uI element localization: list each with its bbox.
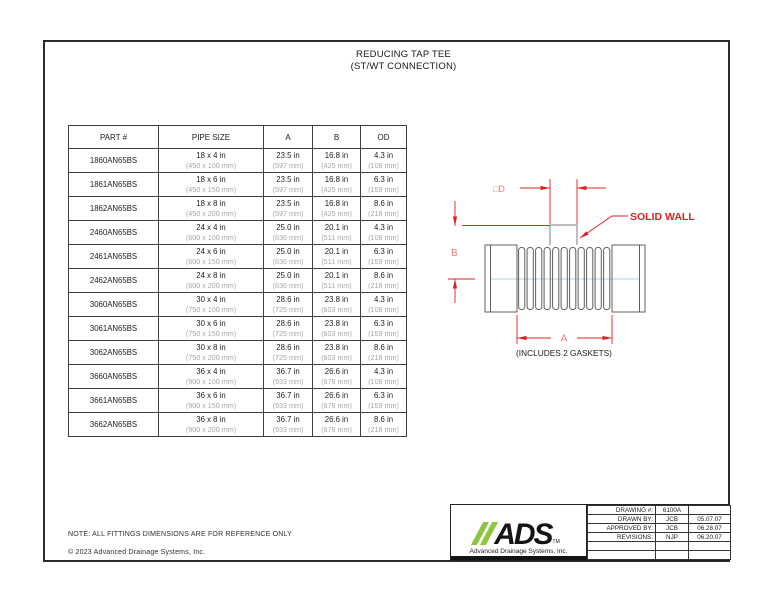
info-date: 06.20.07 [689, 533, 731, 542]
logo-underline-bar [451, 556, 586, 560]
info-row [588, 542, 731, 551]
table-row [69, 245, 407, 269]
value-inches: 4.3 in [373, 367, 394, 377]
gaskets-note: (INCLUDES 2 GASKETS) [516, 348, 612, 358]
dimension-cell [264, 269, 313, 293]
value-millimeters: (425 mm) [321, 208, 352, 218]
info-value [656, 542, 689, 551]
part-number-cell [69, 197, 159, 221]
value-inches: 23.5 in [276, 199, 300, 209]
value-inches: 3060AN65BS [89, 299, 138, 309]
column-header: A [264, 126, 313, 149]
value-inches: 25.0 in [276, 247, 300, 257]
value-millimeters: (900 x 200 mm) [185, 424, 237, 434]
table-row [69, 341, 407, 365]
dimension-cell [264, 389, 313, 413]
value-millimeters: (159 mm) [368, 256, 399, 266]
value-millimeters: (159 mm) [368, 184, 399, 194]
value-millimeters: (600 x 200 mm) [185, 280, 237, 290]
part-number-cell [69, 341, 159, 365]
value-millimeters: (750 x 100 mm) [185, 304, 237, 314]
spec-table-container [68, 125, 407, 437]
value-inches: 28.6 in [276, 343, 300, 353]
value-inches: 4.3 in [373, 223, 394, 233]
dimension-cell [361, 389, 407, 413]
dimension-cell [361, 293, 407, 317]
value-millimeters: (636 mm) [272, 232, 304, 242]
value-inches: 2462AN65BS [89, 275, 138, 285]
info-row [588, 515, 731, 524]
part-number-cell [69, 269, 159, 293]
dimension-cell [264, 245, 313, 269]
dimension-cell [159, 317, 264, 341]
value-millimeters: (600 x 100 mm) [185, 232, 237, 242]
dimension-cell [313, 221, 361, 245]
dimension-cell [264, 317, 313, 341]
value-inches: 30 x 6 in [196, 319, 226, 329]
info-date [689, 506, 731, 515]
dimension-cell [361, 341, 407, 365]
value-millimeters: (725 mm) [272, 304, 304, 314]
dimension-cell [313, 389, 361, 413]
value-inches: 3061AN65BS [89, 323, 138, 333]
info-row [588, 506, 731, 515]
value-millimeters: (603 mm) [321, 328, 352, 338]
value-inches: 3661AN65BS [89, 395, 138, 405]
info-row [588, 533, 731, 542]
column-header: B [313, 126, 361, 149]
value-millimeters: (597 mm) [272, 160, 304, 170]
ads-logo-text: ADS [494, 518, 552, 551]
dimension-cell [264, 413, 313, 437]
value-millimeters: (603 mm) [321, 352, 352, 362]
copyright-note: © 2023 Advanced Drainage Systems, Inc. [68, 549, 206, 556]
table-row [69, 389, 407, 413]
table-row [69, 293, 407, 317]
value-inches: 20.1 in [324, 247, 349, 257]
value-millimeters: (603 mm) [321, 304, 352, 314]
value-inches: 3062AN65BS [89, 347, 138, 357]
value-millimeters: (108 mm) [368, 232, 399, 242]
info-label [588, 551, 656, 560]
title-block [450, 504, 730, 561]
info-row [588, 551, 731, 560]
info-label: DRAWING #: [588, 506, 656, 515]
dim-b-label: B [451, 248, 458, 259]
dimension-cell [264, 293, 313, 317]
value-inches: 36.7 in [276, 367, 300, 377]
value-millimeters: (218 mm) [368, 208, 399, 218]
value-millimeters: (159 mm) [368, 400, 399, 410]
value-inches: 25.0 in [276, 271, 300, 281]
value-millimeters: (600 x 150 mm) [185, 256, 237, 266]
value-inches: 4.3 in [373, 151, 394, 161]
value-inches: 36.7 in [276, 415, 300, 425]
dimension-cell [313, 413, 361, 437]
info-value: NJP [656, 533, 689, 542]
part-number-cell [69, 221, 159, 245]
value-inches: 6.3 in [373, 247, 394, 257]
value-millimeters: (218 mm) [368, 424, 399, 434]
value-millimeters: (597 mm) [272, 184, 304, 194]
dimension-cell [313, 293, 361, 317]
table-row [69, 269, 407, 293]
dimension-cell [264, 341, 313, 365]
company-name: Advanced Drainage Systems, Inc. [469, 548, 568, 555]
tap-stub [550, 225, 577, 245]
dimension-cell [159, 269, 264, 293]
part-number-cell [69, 317, 159, 341]
value-inches: 36.7 in [276, 391, 300, 401]
dimension-cell [264, 221, 313, 245]
value-inches: 23.8 in [324, 319, 349, 329]
value-inches: 23.8 in [324, 343, 349, 353]
value-millimeters: (450 x 200 mm) [185, 208, 237, 218]
info-date [689, 542, 731, 551]
info-value: JCB [656, 524, 689, 533]
dimension-cell [313, 149, 361, 173]
value-millimeters: (750 x 200 mm) [185, 352, 237, 362]
dimension-cell [159, 221, 264, 245]
dimension-cell [313, 173, 361, 197]
value-inches: 30 x 8 in [196, 343, 226, 353]
value-millimeters: (159 mm) [368, 328, 399, 338]
table-row [69, 173, 407, 197]
info-label [588, 542, 656, 551]
dimension-cell [159, 293, 264, 317]
dimension-cell [159, 341, 264, 365]
info-label: APPROVED BY: [588, 524, 656, 533]
dimension-cell [264, 149, 313, 173]
dimension-cell [159, 413, 264, 437]
dimension-cell [361, 221, 407, 245]
info-value [656, 551, 689, 560]
value-millimeters: (636 mm) [272, 256, 304, 266]
table-row [69, 365, 407, 389]
dimension-cell [361, 317, 407, 341]
value-inches: 6.3 in [373, 175, 394, 185]
value-millimeters: (676 mm) [321, 376, 352, 386]
dimension-cell [159, 173, 264, 197]
dimension-cell [313, 365, 361, 389]
value-millimeters: (218 mm) [368, 280, 399, 290]
value-inches: 6.3 in [373, 391, 394, 401]
info-date: 06.28.07 [689, 524, 731, 533]
dimension-cell [159, 245, 264, 269]
dimension-cell [361, 365, 407, 389]
ads-logo [451, 505, 587, 560]
dimension-cell [264, 197, 313, 221]
value-millimeters: (450 x 150 mm) [185, 184, 237, 194]
dimension-cell [313, 197, 361, 221]
info-date: 05.07.07 [689, 515, 731, 524]
value-inches: 26.6 in [324, 367, 349, 377]
value-inches: 24 x 8 in [196, 271, 226, 281]
value-millimeters: (597 mm) [272, 208, 304, 218]
value-inches: 16.8 in [324, 199, 349, 209]
dim-a-label: A [560, 333, 568, 345]
value-inches: 3660AN65BS [89, 371, 138, 381]
value-inches: 16.8 in [324, 151, 349, 161]
value-millimeters: (933 mm) [272, 400, 304, 410]
dimension-cell [264, 173, 313, 197]
value-millimeters: (676 mm) [321, 400, 352, 410]
dimension-cell [313, 317, 361, 341]
column-header: PIPE SIZE [159, 126, 264, 149]
value-inches: 28.6 in [276, 295, 300, 305]
dimension-arrowheads [453, 186, 612, 340]
value-inches: 30 x 4 in [196, 295, 226, 305]
title-line2: (ST/WT CONNECTION) [350, 61, 457, 72]
dimension-cell [159, 197, 264, 221]
info-row [588, 524, 731, 533]
dimension-cell [361, 173, 407, 197]
value-millimeters: (900 x 150 mm) [185, 400, 237, 410]
dimension-cell [361, 149, 407, 173]
value-millimeters: (511 mm) [321, 232, 352, 242]
table-row [69, 197, 407, 221]
pipe-body [485, 245, 645, 312]
value-inches: 26.6 in [324, 391, 349, 401]
info-label: REVISIONS: [588, 533, 656, 542]
dim-d-label: □D [493, 184, 505, 194]
value-inches: 23.5 in [276, 151, 300, 161]
part-number-cell [69, 173, 159, 197]
trademark-symbol: TM [552, 539, 560, 545]
value-millimeters: (676 mm) [321, 424, 352, 434]
info-value: JCB [656, 515, 689, 524]
value-inches: 36 x 8 in [196, 415, 226, 425]
dimension-cell [313, 269, 361, 293]
part-number-cell [69, 365, 159, 389]
value-inches: 1861AN65BS [89, 179, 138, 189]
dimension-cell [313, 245, 361, 269]
dimension-cell [361, 413, 407, 437]
value-inches: 18 x 6 in [196, 175, 226, 185]
value-inches: 8.6 in [373, 199, 394, 209]
value-millimeters: (725 mm) [272, 328, 304, 338]
table-row [69, 317, 407, 341]
value-inches: 36 x 6 in [196, 391, 226, 401]
value-inches: 4.3 in [373, 295, 394, 305]
dimension-cell [361, 245, 407, 269]
dimension-cell [159, 365, 264, 389]
info-label: DRAWN BY: [588, 515, 656, 524]
dimension-cell [361, 269, 407, 293]
part-number-cell [69, 245, 159, 269]
technical-drawing [440, 170, 760, 370]
part-number-cell [69, 149, 159, 173]
dimension-cell [313, 341, 361, 365]
value-millimeters: (108 mm) [368, 376, 399, 386]
value-millimeters: (108 mm) [368, 304, 399, 314]
page-title [286, 49, 521, 73]
value-inches: 1862AN65BS [89, 203, 138, 213]
value-inches: 36 x 4 in [196, 367, 226, 377]
value-millimeters: (425 mm) [321, 184, 352, 194]
value-inches: 1860AN65BS [89, 155, 138, 165]
value-millimeters: (425 mm) [321, 160, 352, 170]
value-inches: 24 x 6 in [196, 247, 226, 257]
spec-table-header-row [69, 126, 407, 149]
column-header: OD [361, 126, 407, 149]
value-millimeters: (750 x 150 mm) [185, 328, 237, 338]
table-row [69, 149, 407, 173]
spec-table [68, 125, 407, 437]
ads-logo-mark [451, 514, 586, 551]
value-inches: 23.8 in [324, 295, 349, 305]
value-millimeters: (725 mm) [272, 352, 304, 362]
value-inches: 25.0 in [276, 223, 300, 233]
table-row [69, 221, 407, 245]
value-millimeters: (933 mm) [272, 424, 304, 434]
dimension-cell [264, 365, 313, 389]
value-millimeters: (108 mm) [368, 160, 399, 170]
value-inches: 18 x 4 in [196, 151, 226, 161]
part-number-cell [69, 389, 159, 413]
dimension-cell [159, 149, 264, 173]
value-millimeters: (511 mm) [321, 256, 352, 266]
table-row [69, 413, 407, 437]
value-millimeters: (933 mm) [272, 376, 304, 386]
value-inches: 23.5 in [276, 175, 300, 185]
value-inches: 6.3 in [373, 319, 394, 329]
part-number-cell [69, 413, 159, 437]
value-inches: 3662AN65BS [89, 419, 138, 429]
value-inches: 24 x 4 in [196, 223, 226, 233]
solid-wall-label: SOLID WALL [630, 211, 695, 223]
value-millimeters: (636 mm) [272, 280, 304, 290]
drawing-info-table [587, 505, 731, 560]
value-inches: 26.6 in [324, 415, 349, 425]
value-millimeters: (450 x 100 mm) [185, 160, 237, 170]
value-inches: 18 x 8 in [196, 199, 226, 209]
value-inches: 8.6 in [373, 271, 394, 281]
info-value: 6100A [656, 506, 689, 515]
info-date [689, 551, 731, 560]
value-millimeters: (900 x 100 mm) [185, 376, 237, 386]
value-inches: 2461AN65BS [89, 251, 138, 261]
title-line1: REDUCING TAP TEE [356, 49, 451, 60]
value-millimeters: (218 mm) [368, 352, 399, 362]
value-inches: 8.6 in [373, 343, 394, 353]
value-inches: 20.1 in [324, 271, 349, 281]
part-number-cell [69, 293, 159, 317]
value-inches: 8.6 in [373, 415, 394, 425]
value-inches: 20.1 in [324, 223, 349, 233]
value-inches: 28.6 in [276, 319, 300, 329]
value-millimeters: (511 mm) [321, 280, 352, 290]
dimension-cell [361, 197, 407, 221]
reference-note: NOTE: ALL FITTINGS DIMENSIONS ARE FOR REFERENCE ONLY [68, 531, 292, 538]
column-header: PART # [69, 126, 159, 149]
value-inches: 2460AN65BS [89, 227, 138, 237]
dimension-cell [159, 389, 264, 413]
value-inches: 16.8 in [324, 175, 349, 185]
